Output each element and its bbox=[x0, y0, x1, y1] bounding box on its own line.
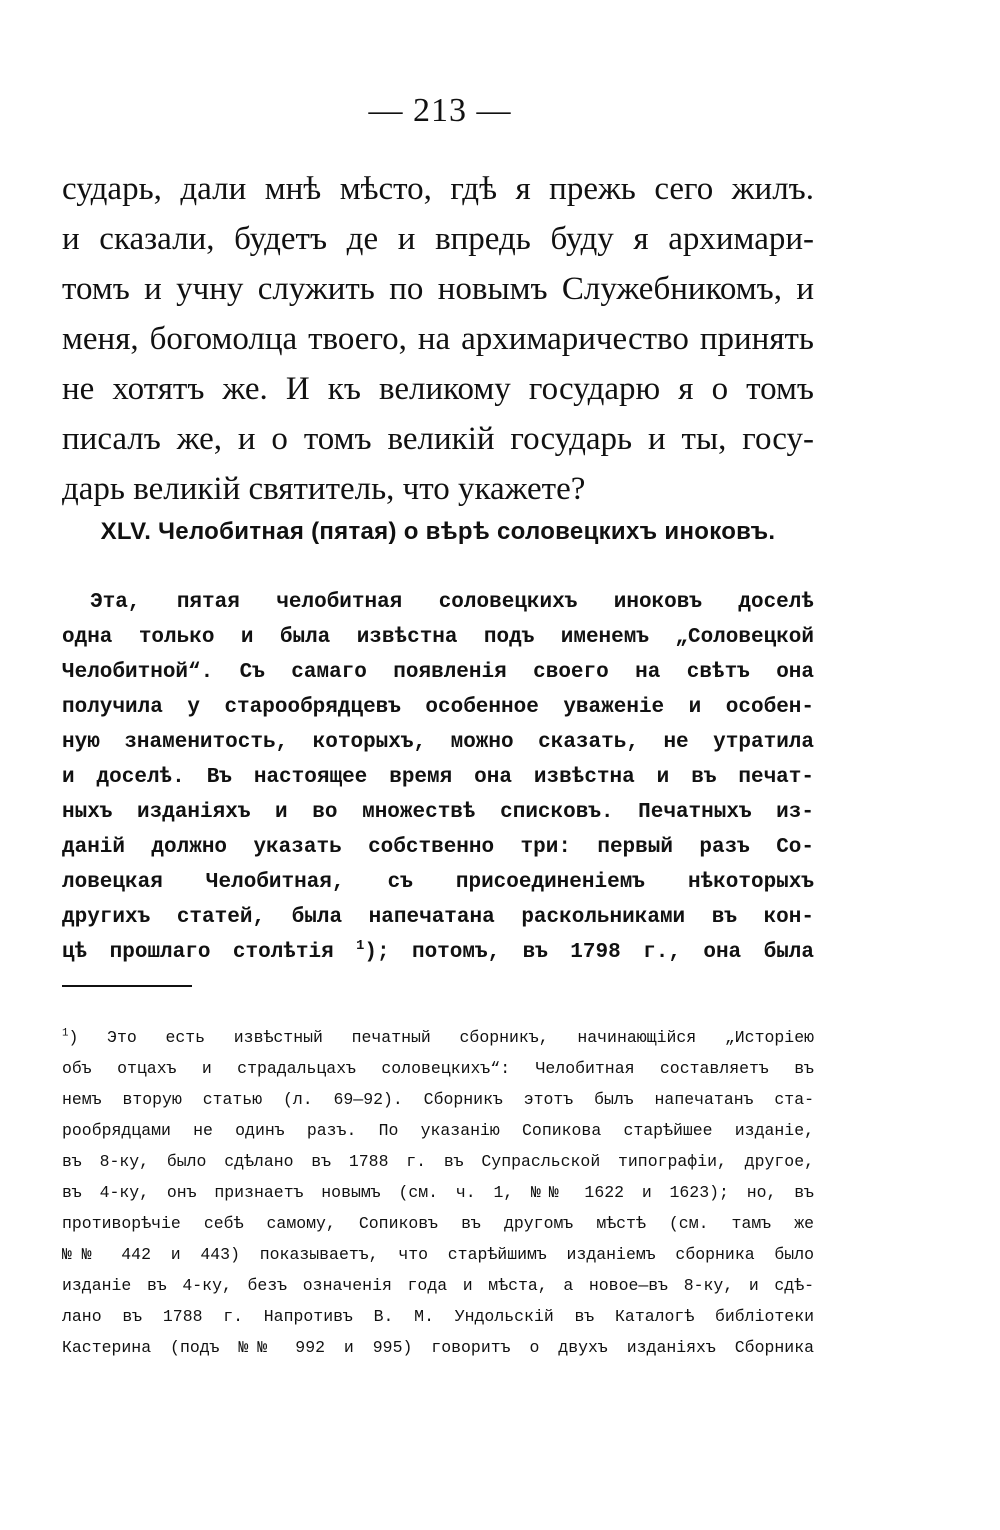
footnote-separator bbox=[62, 985, 192, 987]
text-line: данiй должно указать собственно три: первый разъ Со- bbox=[62, 836, 814, 859]
text-line: получила у старообрядцевъ особенное уваженiе и особен- bbox=[62, 696, 814, 719]
footnote-line: №№ 442 и 443) показываетъ, что старѣйшимъ изданiемъ сборника было bbox=[62, 1245, 814, 1264]
text-line: и сказали, будетъ де и впредь буду я архимари- bbox=[62, 221, 814, 257]
text-line: ныхъ изданiяхъ и во множествѣ списковъ. Печатныхъ из- bbox=[62, 801, 814, 824]
text-segment: ); потомъ, въ 1798 г., она была bbox=[364, 941, 814, 964]
footnote-reference: 1 bbox=[356, 939, 365, 954]
text-line: ную знаменитость, которыхъ, можно сказать, не утратила bbox=[62, 731, 814, 754]
footnote-line: немъ вторую статью (л. 69—92). Сборникъ этотъ былъ напечатанъ ста- bbox=[62, 1090, 814, 1109]
footnote-line bbox=[62, 1022, 814, 1053]
page-number: — 213 — bbox=[368, 92, 512, 129]
text-line: томъ и учну служить по новымъ Служебникомъ, и bbox=[62, 271, 814, 307]
text-line: Челобитной“. Съ самаго появленiя своего на свѣтъ она bbox=[62, 661, 814, 684]
footnote-line: рообрядцами не одинъ разъ. По указанiю Сопикова старѣйшее изданiе, bbox=[62, 1121, 814, 1140]
text-line: не хотятъ же. И къ великому государю я о томъ bbox=[62, 371, 814, 407]
footnote-line: объ отцахъ и страдальцахъ соловецкихъ“: Челобитная составляетъ въ bbox=[62, 1059, 814, 1078]
footnote-line: лано въ 1788 г. Напротивъ В. М. Ундольскiй въ Каталогѣ библiотеки bbox=[62, 1307, 814, 1326]
text-line-with-footnote bbox=[62, 935, 814, 970]
footnote-line: въ 8-ку, было сдѣлано въ 1788 г. въ Супрасльской типографiи, другое, bbox=[62, 1152, 814, 1171]
text-line: меня, богомолца твоего, на архимаричество принять bbox=[62, 321, 814, 357]
section-paragraph bbox=[62, 585, 814, 970]
text-line: и доселѣ. Въ настоящее время она извѣстна и въ печат- bbox=[62, 766, 814, 789]
text-line: дарь великiй святитель, что укажете? bbox=[62, 471, 586, 507]
text-segment: ) Это есть извѣстный печатный сборникъ, начинающiйся „Исторiею bbox=[68, 1028, 814, 1047]
text-segment: цѣ прошлаго столѣтiя bbox=[62, 941, 334, 964]
footnote-line: въ 4-ку, онъ признаетъ новымъ (см. ч. 1, №№ 1622 и 1623); но, въ bbox=[62, 1183, 814, 1202]
text-line: писалъ же, и о томъ великiй государь и ты, госу- bbox=[62, 421, 814, 457]
text-line: ловецкая Челобитная, съ присоединенiемъ нѣкоторыхъ bbox=[62, 871, 814, 894]
footnote bbox=[62, 1022, 814, 1363]
section-heading: XLV. Челобитная (пятая) о вѣрѣ соловецкихъ иноковъ. bbox=[100, 518, 776, 545]
text-line: одна только и была извѣстна подъ именемъ „Соловецкой bbox=[62, 626, 814, 649]
footnote-marker: 1 bbox=[62, 1027, 69, 1040]
footnote-line: Кастерина (подъ №№ 992 и 995) говоритъ о двухъ изданiяхъ Сборника bbox=[62, 1338, 814, 1357]
text-line: сударь, дали мнѣ мѣсто, гдѣ я прежь сего жилъ. bbox=[62, 171, 814, 207]
footnote-line: изданiе въ 4-ку, безъ означенiя года и мѣста, а новое—въ 8-ку, и сдѣ- bbox=[62, 1276, 814, 1295]
footnote-line: противорѣчiе себѣ самому, Сопиковъ въ другомъ мѣстѣ (см. тамъ же bbox=[62, 1214, 814, 1233]
continued-paragraph bbox=[62, 164, 814, 514]
text-line: Эта, пятая челобитная соловецкихъ иноковъ доселѣ bbox=[90, 591, 814, 614]
text-line: другихъ статей, была напечатана раскольниками въ кон- bbox=[62, 906, 814, 929]
